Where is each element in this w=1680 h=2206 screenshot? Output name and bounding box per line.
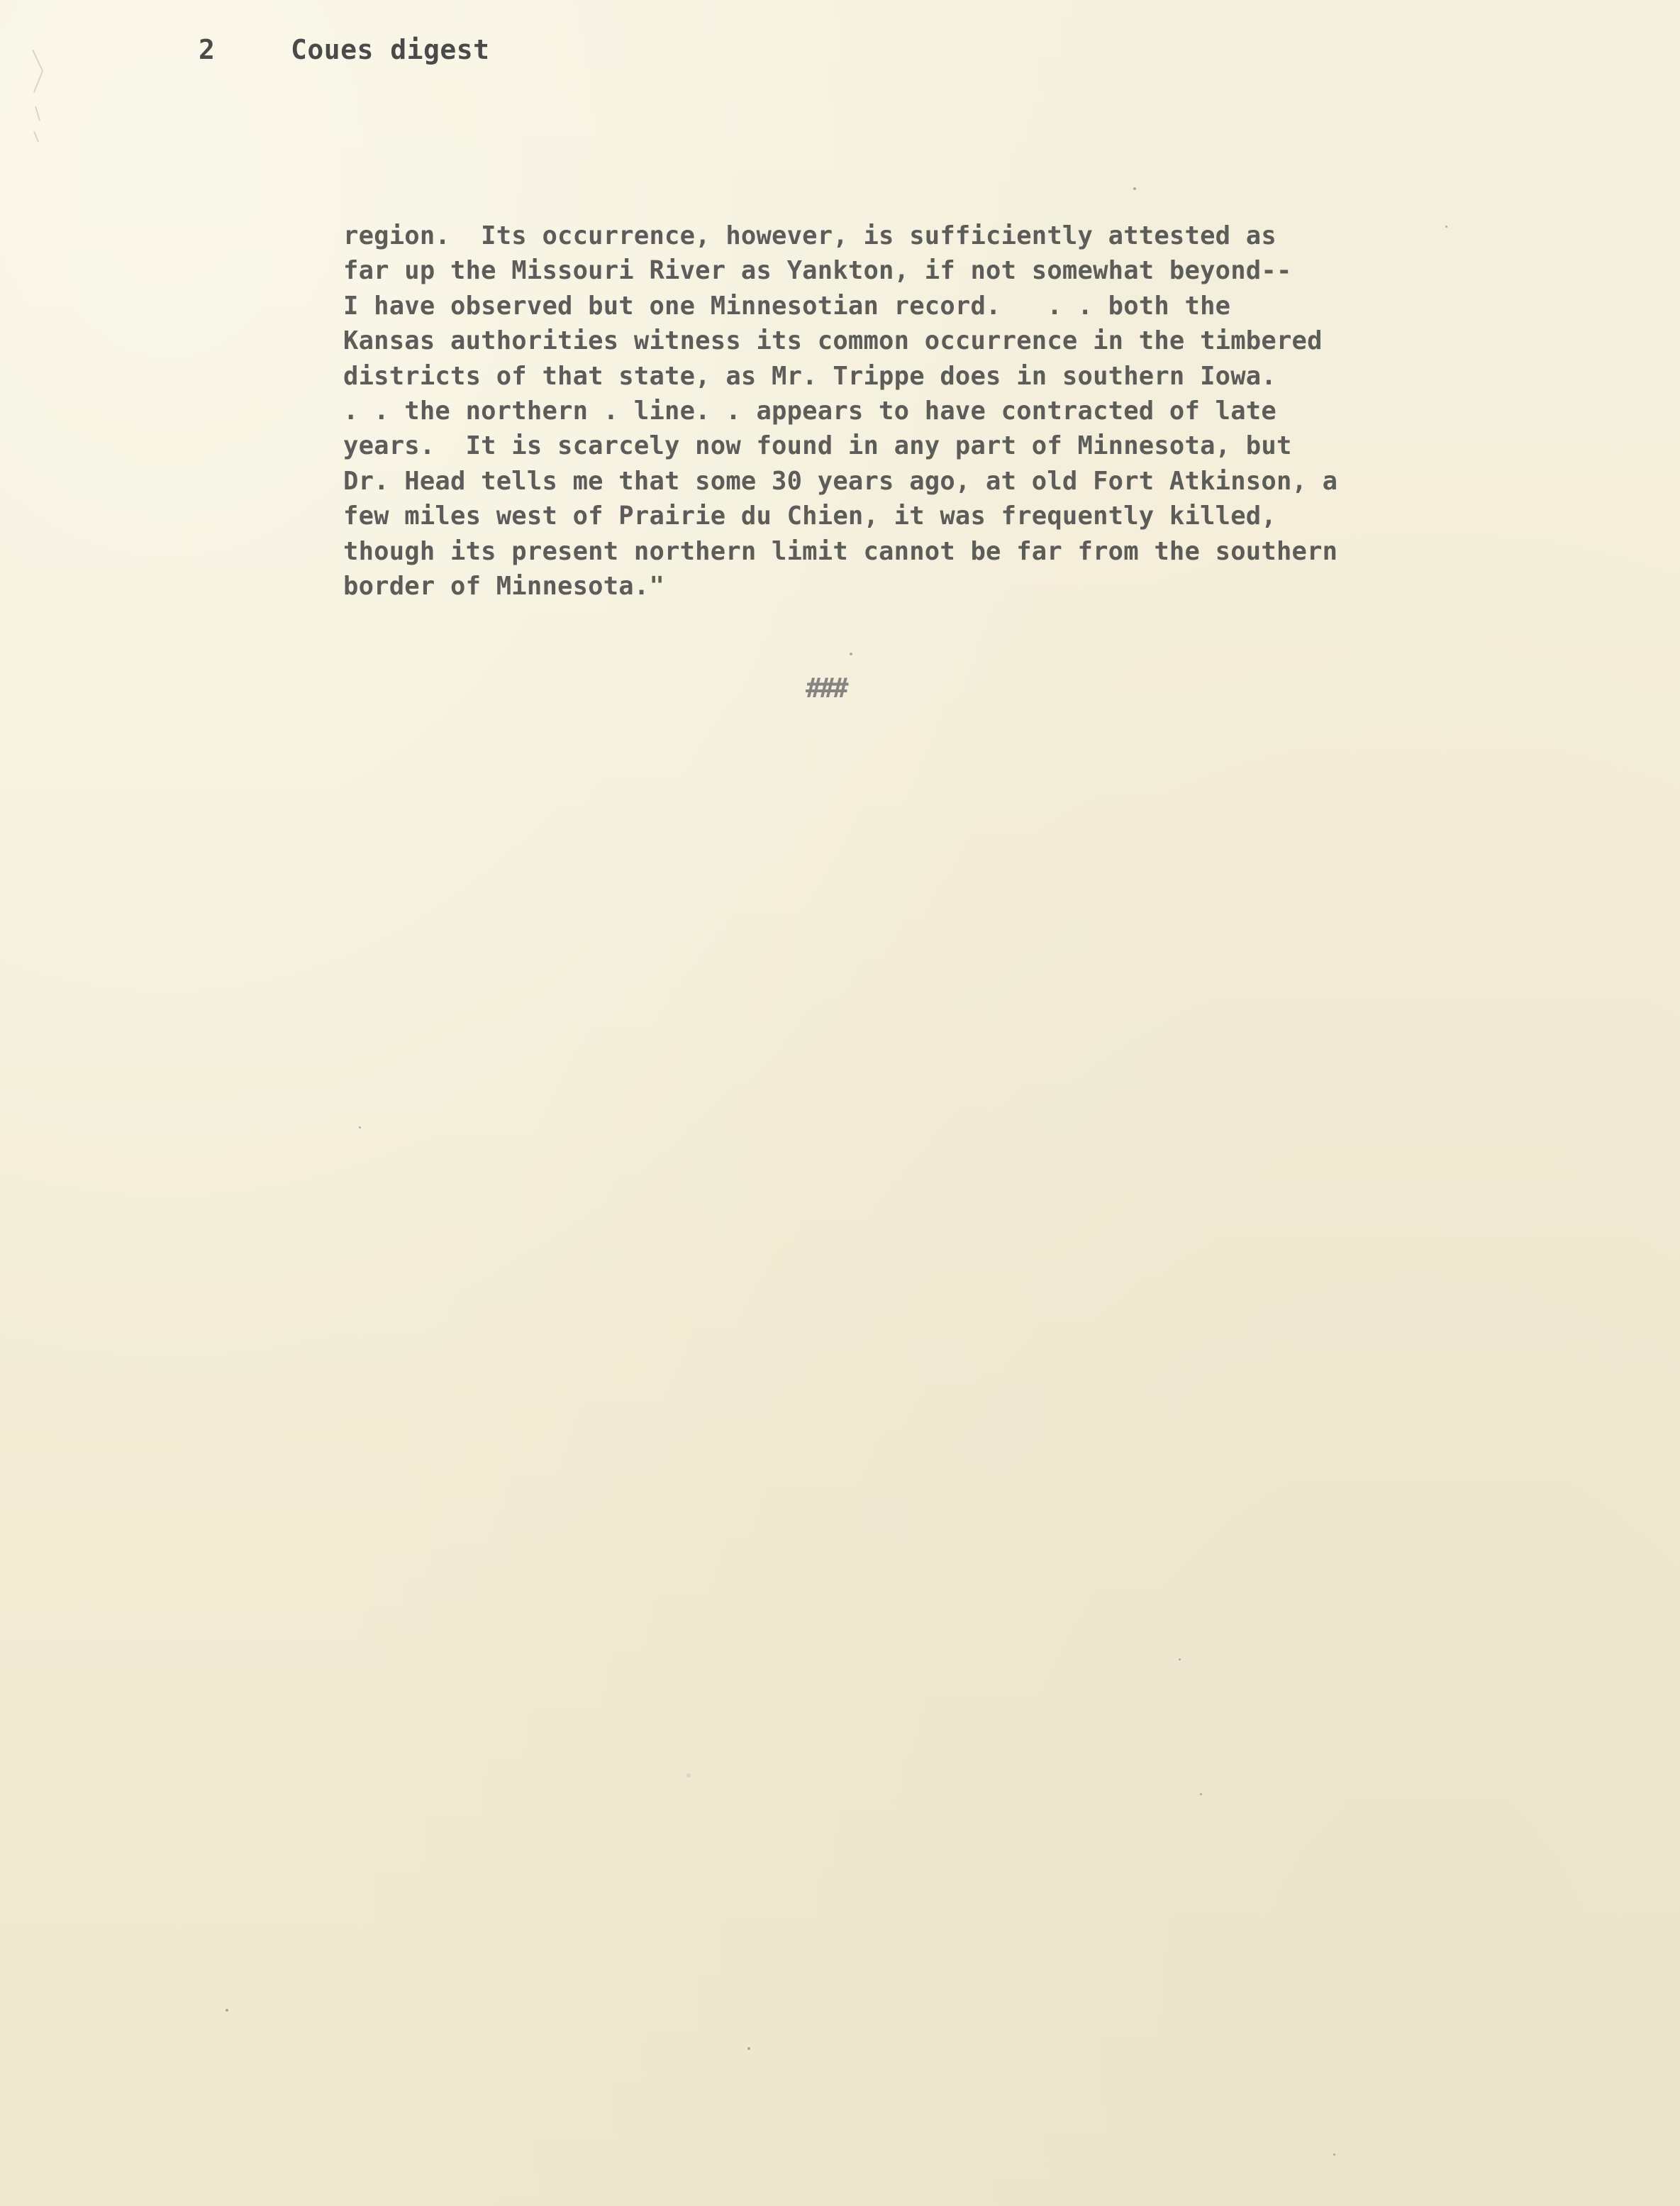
body-paragraph — [343, 218, 1506, 604]
page-number: 2 — [199, 34, 216, 65]
paper-speck — [359, 1126, 361, 1129]
page-header — [199, 34, 490, 77]
paper-speck — [850, 653, 852, 655]
running-title: Coues digest — [291, 34, 490, 65]
paper-speck — [226, 2009, 228, 2012]
paper-speck — [1179, 1658, 1181, 1661]
text-line: border of Minnesota." — [343, 571, 665, 601]
paper-speck — [1445, 226, 1447, 228]
paper-speck — [1200, 1793, 1202, 1795]
paper-speck — [1133, 187, 1136, 190]
text-line: Dr. Head tells me that some 30 years ago, at old Fort Atkinson, a — [343, 466, 1338, 496]
text-line: I have observed but one Minnesotian record. . . both the — [343, 291, 1231, 321]
text-line: districts of that state, as Mr. Trippe does in southern Iowa. — [343, 361, 1276, 391]
text-line: Kansas authorities witness its common occurrence in the timbered — [343, 326, 1323, 356]
paper-speck — [686, 1773, 691, 1778]
text-line: few miles west of Prairie du Chien, it was frequently killed, — [343, 501, 1276, 531]
paper-edge-mark — [28, 43, 47, 149]
text-line: . . the northern . line. . appears to have contracted of late — [343, 396, 1276, 426]
text-line: though its present northern limit cannot be far from the southern — [343, 536, 1338, 566]
text-line: region. Its occurrence, however, is sufficiently attested as — [343, 221, 1276, 250]
end-mark: ### — [806, 672, 846, 704]
text-line: far up the Missouri River as Yankton, if not somewhat beyond-- — [343, 256, 1292, 286]
paper-speck — [1333, 2154, 1335, 2156]
text-line: years. It is scarcely now found in any part of Minnesota, but — [343, 431, 1292, 461]
paper-speck — [747, 2047, 750, 2050]
